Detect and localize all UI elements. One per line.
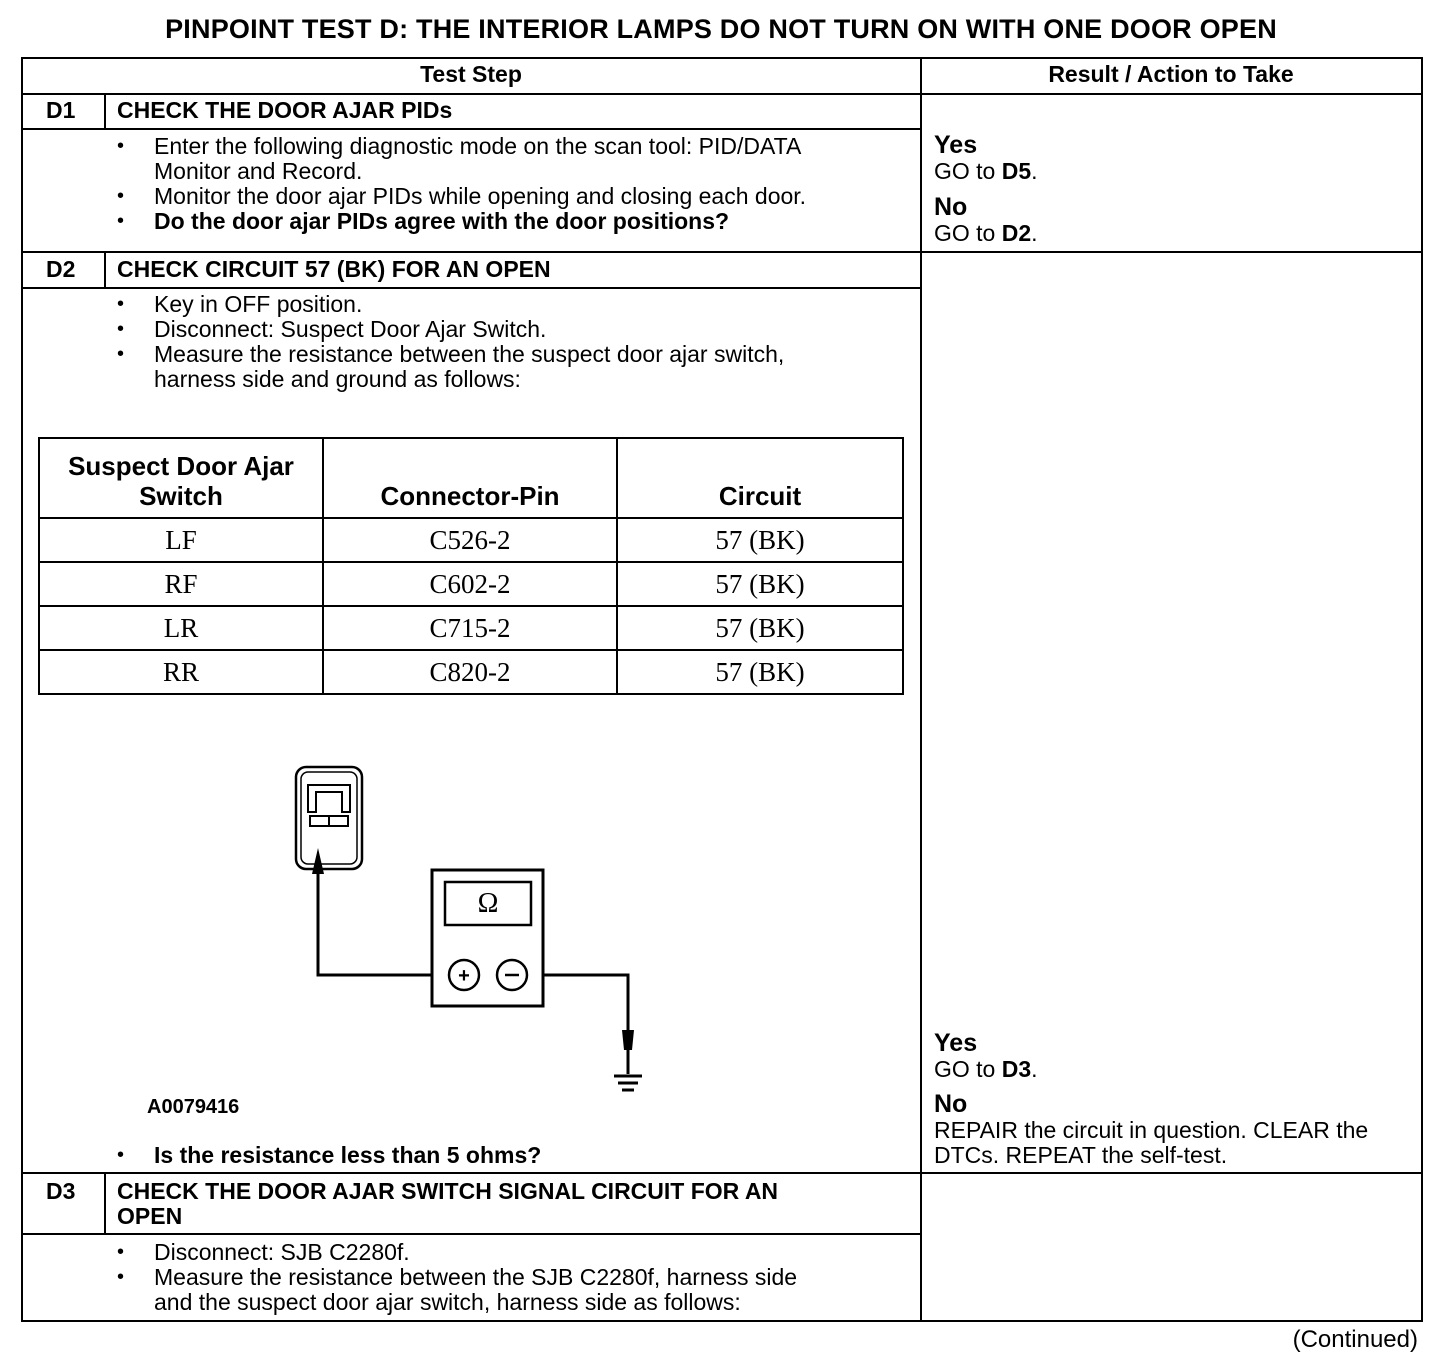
cell-pin: C526-2 [323, 518, 617, 562]
connector-icon [296, 767, 362, 869]
figure-id: A0079416 [147, 1096, 240, 1118]
d1-no-target[interactable]: D2 [1001, 220, 1032, 246]
ohm-symbol: Ω [477, 888, 499, 919]
cell-pin: C820-2 [323, 650, 617, 694]
cell-circuit: 57 (BK) [617, 606, 903, 650]
step-title-d3-a: CHECK THE DOOR AJAR SWITCH SIGNAL CIRCUIT FOR AN [117, 1178, 779, 1204]
ground-probe-icon [622, 1030, 634, 1074]
bullet: • [117, 135, 125, 157]
step-id-d3: D3 [46, 1178, 76, 1204]
d2-no-action-2: DTCs. REPEAT the self-test. [934, 1142, 1228, 1168]
d2-instruction-3a: Measure the resistance between the suspect door ajar switch, [154, 341, 785, 367]
cell-switch: LF [39, 518, 323, 562]
d1-question: Do the door ajar PIDs agree with the door positions? [154, 208, 730, 234]
cell-switch: LR [39, 606, 323, 650]
header-result-action: Result / Action to Take [1048, 61, 1294, 87]
d1-instruction-1a: Enter the following diagnostic mode on the scan tool: PID/DATA [154, 133, 802, 159]
bullet: • [117, 210, 125, 232]
cell-circuit: 57 (BK) [617, 650, 903, 694]
d2-question: Is the resistance less than 5 ohms? [154, 1142, 542, 1168]
svg-text:+: + [458, 965, 470, 987]
d1-instruction-1b: Monitor and Record. [154, 158, 363, 184]
cell-switch: RR [39, 650, 323, 694]
cell-circuit: 57 (BK) [617, 562, 903, 606]
step-id-d2: D2 [46, 256, 76, 282]
step-title-d3-b: OPEN [117, 1203, 183, 1229]
d2-instruction-2: Disconnect: Suspect Door Ajar Switch. [154, 316, 547, 342]
header-test-step: Test Step [420, 61, 522, 87]
cell-pin: C715-2 [323, 606, 617, 650]
cell-circuit: 57 (BK) [617, 518, 903, 562]
d3-instruction-1: Disconnect: SJB C2280f. [154, 1239, 410, 1265]
d2-yes-target[interactable]: D3 [1001, 1056, 1032, 1082]
d1-instruction-2: Monitor the door ajar PIDs while opening and closing each door. [154, 183, 807, 209]
col-header-connector-pin: Connector-Pin [323, 438, 617, 518]
d2-instruction-3b: harness side and ground as follows: [154, 366, 521, 392]
d3-instruction-2a: Measure the resistance between the SJB C2280f, harness side [154, 1264, 798, 1290]
page-title: PINPOINT TEST D: THE INTERIOR LAMPS DO NOT TURN ON WITH ONE DOOR OPEN [165, 14, 1277, 44]
d2-instruction-1: Key in OFF position. [154, 291, 363, 317]
bullet: • [117, 343, 125, 365]
cell-switch: RF [39, 562, 323, 606]
d1-yes-target[interactable]: D5 [1001, 158, 1032, 184]
d1-yes-label: Yes [934, 131, 978, 159]
d2-no-action-1: REPAIR the circuit in question. CLEAR the [934, 1117, 1369, 1143]
d2-yes-action: GO to D3. [934, 1056, 1038, 1082]
ground-symbol-icon [614, 1076, 642, 1090]
col-header-switch: Suspect Door Ajar Switch [39, 438, 323, 518]
step-title-d2: CHECK CIRCUIT 57 (BK) FOR AN OPEN [117, 256, 551, 282]
d2-no-label: No [934, 1090, 968, 1118]
probe-tip-icon [312, 848, 324, 874]
d1-yes-action: GO to D5. [934, 158, 1038, 184]
d1-no-action: GO to D2. [934, 220, 1038, 246]
bullet: • [117, 1266, 125, 1288]
col-header-circuit: Circuit [617, 438, 903, 518]
d1-no-label: No [934, 193, 968, 221]
step-id-d1: D1 [46, 97, 76, 123]
cell-pin: C602-2 [323, 562, 617, 606]
d3-instruction-2b: and the suspect door ajar switch, harness side as follows: [154, 1289, 741, 1315]
bullet: • [117, 1144, 125, 1166]
d2-yes-label: Yes [934, 1029, 978, 1057]
bullet: • [117, 318, 125, 340]
step-title-d1: CHECK THE DOOR AJAR PIDs [117, 97, 453, 123]
bullet: • [117, 293, 125, 315]
bullet: • [117, 185, 125, 207]
continued-label: (Continued) [1292, 1326, 1418, 1353]
bullet: • [117, 1241, 125, 1263]
